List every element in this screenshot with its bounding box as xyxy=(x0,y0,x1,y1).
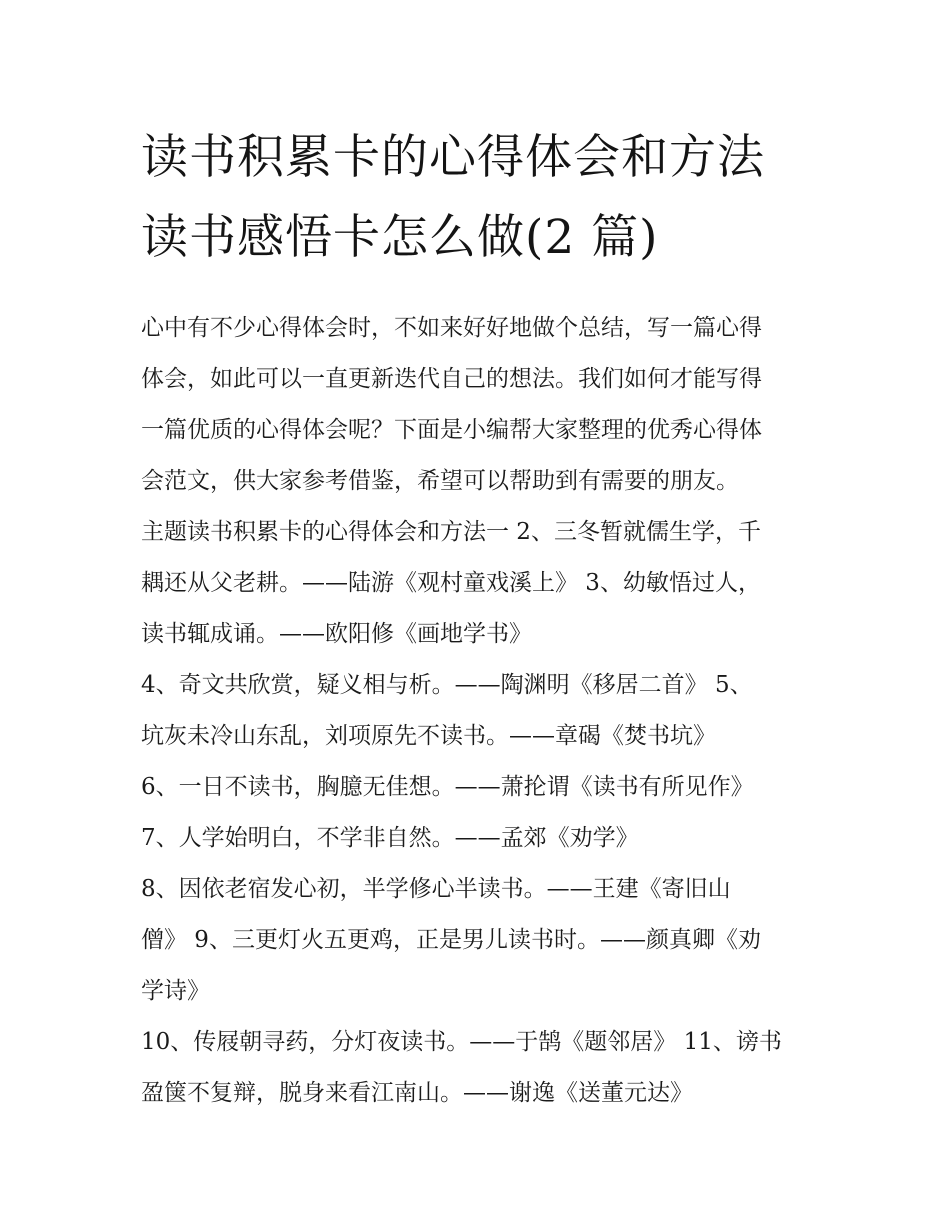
text-line: 耦还从父老耕。——陆游《观村童戏溪上》 3、幼敏悟过人， xyxy=(141,570,761,596)
paragraph-intro xyxy=(141,303,821,507)
text-line: 心中有不少心得体会时，不如来好好地做个总结，写一篇心得 xyxy=(141,315,762,341)
text-line: 8、因依老宿发心初，半学修心半读书。——王建《寄旧山 xyxy=(141,876,731,902)
paragraph-quote xyxy=(141,762,821,813)
paragraph-quote xyxy=(141,864,821,1017)
text-line: 读书辄成诵。——欧阳修《画地学书》 xyxy=(141,621,532,647)
text-line: 僧》 9、三更灯火五更鸡，正是男儿读书时。——颜真卿《劝 xyxy=(141,927,761,953)
document-page xyxy=(141,118,821,1119)
paragraph-quote xyxy=(141,813,821,864)
text-line: 会范文，供大家参考借鉴，希望可以帮助到有需要的朋友。 xyxy=(141,468,739,494)
text-line: 6、一日不读书，胸臆无佳想。——萧抡谓《读书有所见作》 xyxy=(141,774,754,800)
text-line: 坑灰未冷山东乱，刘项原先不读书。——章碣《焚书坑》 xyxy=(141,723,716,749)
text-line: 7、人学始明白，不学非自然。——孟郊《劝学》 xyxy=(141,825,639,851)
text-line: 一篇优质的心得体会呢？下面是小编帮大家整理的优秀心得体 xyxy=(141,417,762,443)
document-title xyxy=(141,118,821,278)
title-line: 读书感悟卡怎么做(2 篇) xyxy=(141,210,659,265)
title-line: 读书积累卡的心得体会和方法 xyxy=(141,130,765,185)
text-line: 体会，如此可以一直更新迭代自己的想法。我们如何才能写得 xyxy=(141,366,762,392)
document-body xyxy=(141,303,821,1119)
paragraph-quote xyxy=(141,1017,821,1119)
text-line: 主题读书积累卡的心得体会和方法一 2、三冬暂就儒生学，千 xyxy=(141,519,761,545)
text-line: 10、传屐朝寻药，分灯夜读书。——于鹄《题邻居》 11、谤书 xyxy=(141,1029,782,1055)
text-line: 盈箧不复辩，脱身来看江南山。——谢逸《送董元达》 xyxy=(141,1080,693,1106)
paragraph-quote xyxy=(141,660,821,762)
paragraph-quote xyxy=(141,507,821,660)
text-line: 4、奇文共欣赏，疑义相与析。——陶渊明《移居二首》 5、 xyxy=(141,672,753,698)
text-line: 学诗》 xyxy=(141,978,210,1004)
